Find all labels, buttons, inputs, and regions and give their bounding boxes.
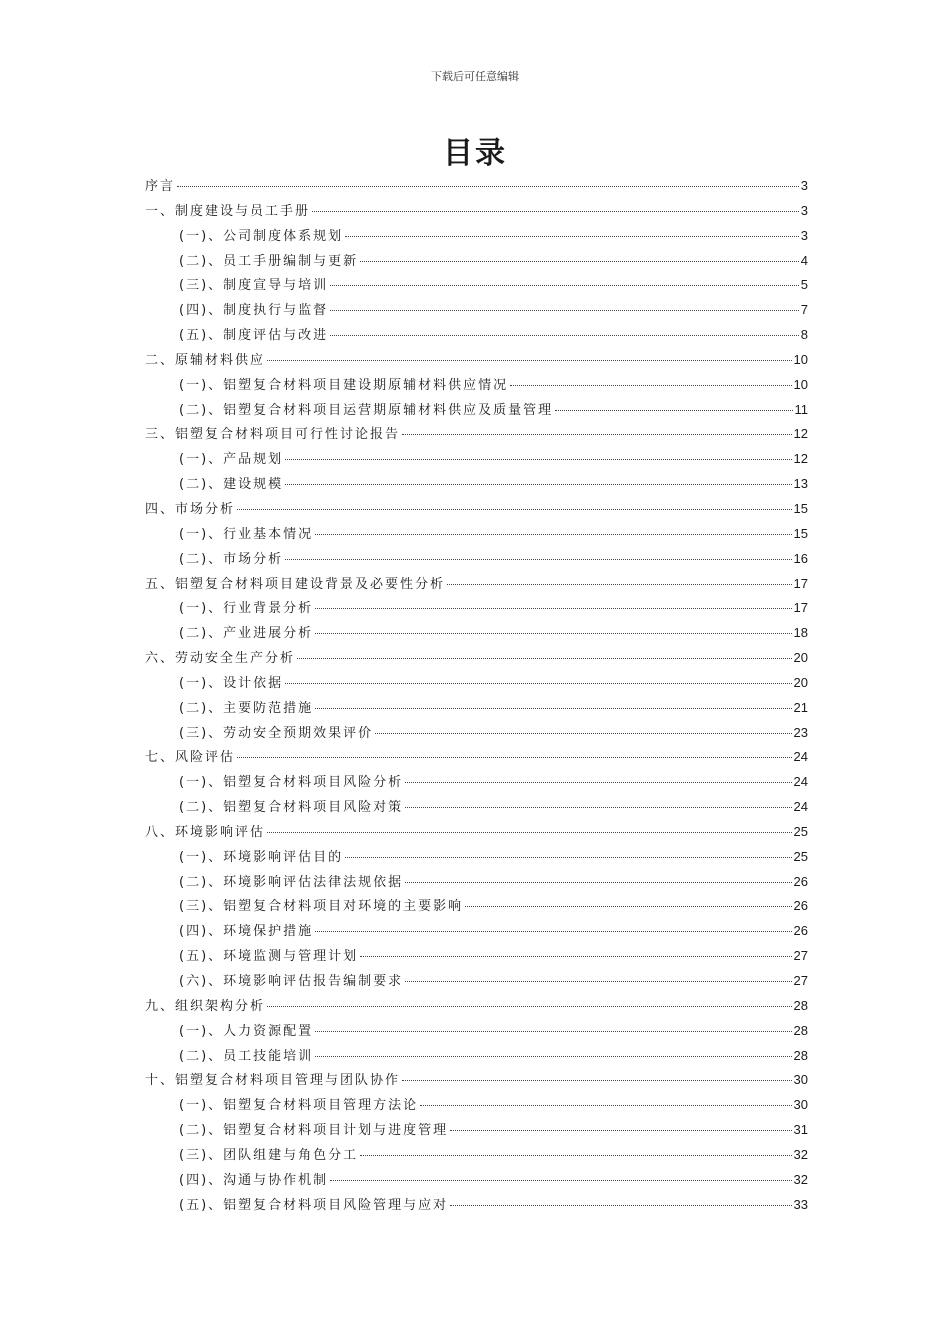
- toc-subentry[interactable]: [145, 722, 808, 747]
- toc-title: 目录: [443, 136, 507, 171]
- toc-subentry[interactable]: [145, 448, 808, 473]
- dot-leader: [315, 1056, 791, 1057]
- dot-leader: [510, 385, 791, 386]
- dot-leader: [405, 981, 791, 982]
- toc-entry-label: (五)、制度评估与改进: [179, 328, 329, 344]
- toc-entry-label: (二)、主要防范措施: [179, 700, 314, 716]
- toc-entry[interactable]: [145, 498, 808, 523]
- toc-page-number: 26: [793, 898, 808, 914]
- toc-entry-label: (一)、人力资源配置: [179, 1023, 314, 1039]
- toc-entry[interactable]: [145, 200, 808, 225]
- toc-subentry[interactable]: [145, 274, 808, 299]
- toc-subentry[interactable]: [145, 225, 808, 250]
- toc-page-number: 32: [793, 1146, 808, 1162]
- toc-page-number: 30: [793, 1072, 808, 1088]
- toc-entry-label: (一)、设计依据: [179, 675, 284, 691]
- toc-entry-label: (一)、产品规划: [179, 452, 284, 468]
- toc-subentry[interactable]: [145, 299, 808, 324]
- toc-subentry[interactable]: [145, 895, 808, 920]
- toc-entry-label: (四)、沟通与协作机制: [179, 1172, 329, 1188]
- toc-entry-label: (二)、铝塑复合材料项目运营期原辅材料供应及质量管理: [179, 402, 554, 418]
- toc-entry-label: 五、铝塑复合材料项目建设背景及必要性分析: [145, 576, 446, 592]
- dot-leader: [345, 857, 791, 858]
- dot-leader: [315, 708, 791, 709]
- toc-subentry[interactable]: [145, 1169, 808, 1194]
- dot-leader: [330, 335, 799, 336]
- toc-subentry[interactable]: [145, 473, 808, 498]
- toc-entry-label: (二)、员工手册编制与更新: [179, 253, 359, 269]
- toc-subentry[interactable]: [145, 771, 808, 796]
- toc-page-number: 32: [793, 1171, 808, 1187]
- toc-page-number: 27: [793, 948, 808, 964]
- toc-page-number: 26: [793, 923, 808, 939]
- dot-leader: [315, 633, 791, 634]
- dot-leader: [267, 1006, 792, 1007]
- toc-subentry[interactable]: [145, 796, 808, 821]
- toc-entry-label: (二)、铝塑复合材料项目计划与进度管理: [179, 1123, 449, 1139]
- toc-entry-label: 二、原辅材料供应: [145, 352, 266, 368]
- toc-entry-label: (一)、环境影响评估目的: [179, 849, 344, 865]
- dot-leader: [315, 1031, 791, 1032]
- dot-leader: [267, 360, 792, 361]
- toc-entry-label: 三、铝塑复合材料项目可行性讨论报告: [145, 427, 401, 443]
- toc-page-number: 24: [793, 749, 808, 765]
- toc-subentry[interactable]: [145, 523, 808, 548]
- toc-subentry[interactable]: [145, 597, 808, 622]
- toc-entry-label: (一)、公司制度体系规划: [179, 228, 344, 244]
- toc-page-number: 5: [800, 277, 808, 293]
- toc-page-number: 11: [794, 401, 808, 417]
- dot-leader: [297, 658, 792, 659]
- toc-entry[interactable]: [145, 349, 808, 374]
- dot-leader: [402, 1080, 792, 1081]
- toc-page-number: 24: [793, 774, 808, 790]
- toc-page-number: 21: [793, 699, 808, 715]
- toc-page-number: 27: [793, 973, 808, 988]
- toc-page-number: 13: [793, 476, 808, 492]
- toc-subentry[interactable]: [145, 846, 808, 871]
- toc-page-number: 17: [793, 600, 808, 616]
- dot-leader: [360, 956, 791, 957]
- toc-entry[interactable]: [145, 821, 808, 846]
- toc-entry[interactable]: [145, 423, 808, 448]
- toc-entry-label: (二)、环境影响评估法律法规依据: [179, 874, 404, 890]
- toc-page-number: 25: [793, 823, 808, 839]
- dot-leader: [405, 882, 791, 883]
- dot-leader: [450, 1130, 791, 1131]
- dot-leader: [267, 832, 792, 833]
- toc-entry-label: (三)、制度宣导与培训: [179, 278, 329, 294]
- toc-page-number: 17: [793, 575, 808, 591]
- toc-entry-label: (三)、团队组建与角色分工: [179, 1147, 359, 1163]
- header-note: 下载后可任意编辑: [431, 70, 519, 83]
- toc-subentry[interactable]: [145, 1045, 808, 1070]
- toc-page-number: 12: [793, 426, 808, 442]
- toc-page-number: 4: [800, 252, 808, 268]
- toc-page-number: 24: [793, 799, 808, 815]
- toc-entry-label: (六)、环境影响评估报告编制要求: [179, 974, 404, 989]
- toc-page-number: 15: [793, 500, 808, 516]
- toc-entry-label: (二)、产业进展分析: [179, 626, 314, 642]
- dot-leader: [237, 757, 792, 758]
- toc-subentry[interactable]: [145, 920, 808, 945]
- dot-leader: [285, 484, 791, 485]
- dot-leader: [375, 733, 791, 734]
- toc-subentry[interactable]: [145, 399, 808, 424]
- toc-entry-label: 一、制度建设与员工手册: [145, 203, 311, 219]
- toc-page-number: 7: [800, 302, 808, 318]
- dot-leader: [177, 186, 799, 187]
- toc-entry-label: (一)、铝塑复合材料项目建设期原辅材料供应情况: [179, 377, 509, 393]
- toc-entry-label: 序言: [145, 179, 176, 194]
- toc-subentry[interactable]: [145, 1020, 808, 1045]
- toc-subentry[interactable]: [145, 1119, 808, 1144]
- toc-page-number: 18: [793, 625, 808, 641]
- toc-entry-label: 八、环境影响评估: [145, 824, 266, 840]
- toc-entry-label: (二)、市场分析: [179, 551, 284, 567]
- toc-subentry[interactable]: [145, 250, 808, 275]
- toc-entry-label: (二)、建设规模: [179, 477, 284, 493]
- toc-entry-label: 六、劳动安全生产分析: [145, 651, 296, 667]
- dot-leader: [315, 931, 791, 932]
- dot-leader: [360, 261, 799, 262]
- dot-leader: [315, 534, 791, 535]
- toc-subentry[interactable]: [145, 672, 808, 697]
- toc-subentry[interactable]: [145, 324, 808, 349]
- toc-page-number: 30: [793, 1097, 808, 1113]
- toc-entry-label: (四)、环境保护措施: [179, 924, 314, 940]
- toc-page-number: 16: [793, 550, 808, 566]
- toc-page-number: 8: [800, 327, 808, 343]
- toc-subentry[interactable]: [145, 374, 808, 399]
- toc-entry-label: (三)、劳动安全预期效果评价: [179, 725, 374, 741]
- toc-subentry[interactable]: [145, 970, 808, 995]
- dot-leader: [405, 782, 791, 783]
- dot-leader: [330, 310, 799, 311]
- toc-page-number: 3: [800, 227, 808, 243]
- toc-entry-label: (四)、制度执行与监督: [179, 303, 329, 319]
- toc-page-number: 12: [793, 451, 808, 467]
- dot-leader: [345, 236, 799, 237]
- dot-leader: [420, 1105, 791, 1106]
- dot-leader: [405, 807, 791, 808]
- toc-subentry[interactable]: [145, 945, 808, 970]
- toc-entry-label: (一)、铝塑复合材料项目管理方法论: [179, 1098, 419, 1114]
- toc-page-number: 28: [793, 997, 808, 1013]
- toc-page-number: 28: [793, 1047, 808, 1063]
- toc-page-number: 20: [793, 650, 808, 666]
- toc-entry-label: (一)、行业基本情况: [179, 526, 314, 542]
- toc-entry[interactable]: [145, 175, 808, 200]
- dot-leader: [285, 683, 791, 684]
- dot-leader: [237, 509, 792, 510]
- toc-page-number: 3: [800, 178, 808, 193]
- dot-leader: [450, 1205, 791, 1206]
- toc-subentry[interactable]: [145, 871, 808, 896]
- table-of-contents: [145, 175, 808, 1218]
- toc-entry-label: 七、风险评估: [145, 750, 236, 766]
- toc-page-number: 10: [793, 351, 808, 367]
- dot-leader: [285, 459, 791, 460]
- toc-entry-label: (三)、铝塑复合材料项目对环境的主要影响: [179, 899, 464, 915]
- toc-entry-label: 十、铝塑复合材料项目管理与团队协作: [145, 1073, 401, 1089]
- toc-entry[interactable]: [145, 647, 808, 672]
- toc-entry[interactable]: [145, 573, 808, 598]
- toc-page-number: 3: [800, 202, 808, 218]
- toc-page-number: 25: [793, 848, 808, 864]
- toc-page-number: 31: [793, 1122, 808, 1138]
- toc-subentry[interactable]: [145, 697, 808, 722]
- toc-page-number: 33: [793, 1196, 808, 1212]
- dot-leader: [330, 1180, 791, 1181]
- toc-page-number: 26: [793, 873, 808, 889]
- toc-page-number: 10: [793, 376, 808, 392]
- toc-entry-label: (一)、行业背景分析: [179, 601, 314, 617]
- dot-leader: [360, 1155, 791, 1156]
- toc-entry[interactable]: [145, 995, 808, 1020]
- dot-leader: [447, 584, 792, 585]
- toc-page-number: 28: [793, 1022, 808, 1038]
- toc-entry-label: (二)、员工技能培训: [179, 1048, 314, 1064]
- toc-subentry[interactable]: [145, 622, 808, 647]
- toc-subentry[interactable]: [145, 1144, 808, 1169]
- toc-subentry[interactable]: [145, 1094, 808, 1119]
- dot-leader: [465, 906, 791, 907]
- toc-entry-label: (五)、环境监测与管理计划: [179, 949, 359, 965]
- toc-page-number: 23: [793, 724, 808, 740]
- toc-entry-label: (二)、铝塑复合材料项目风险对策: [179, 800, 404, 816]
- toc-subentry[interactable]: [145, 548, 808, 573]
- toc-entry-label: (一)、铝塑复合材料项目风险分析: [179, 775, 404, 791]
- toc-subentry[interactable]: [145, 1194, 808, 1219]
- toc-entry[interactable]: [145, 1069, 808, 1094]
- toc-entry-label: (五)、铝塑复合材料项目风险管理与应对: [179, 1197, 449, 1213]
- dot-leader: [555, 410, 792, 411]
- toc-entry[interactable]: [145, 746, 808, 771]
- dot-leader: [285, 559, 791, 560]
- dot-leader: [312, 211, 799, 212]
- toc-page-number: 15: [793, 525, 808, 541]
- toc-page-number: 20: [793, 674, 808, 690]
- dot-leader: [315, 608, 791, 609]
- dot-leader: [330, 285, 799, 286]
- toc-entry-label: 四、市场分析: [145, 501, 236, 517]
- toc-entry-label: 九、组织架构分析: [145, 998, 266, 1014]
- dot-leader: [402, 434, 792, 435]
